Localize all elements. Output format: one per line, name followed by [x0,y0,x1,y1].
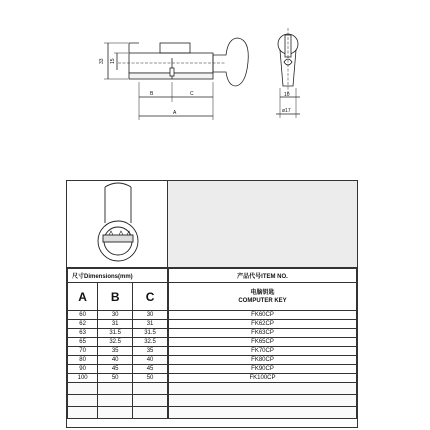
item-code: FK65CP [169,338,357,347]
height-dimension [104,43,128,79]
col-header-a: A [68,283,98,311]
table-row [169,347,357,356]
empty-row [169,407,357,419]
dim-label-c: C [190,91,194,97]
empty-row [68,395,168,407]
cell-c: 31 [133,320,168,329]
col-header-c: C [133,283,168,311]
item-code: FK90CP [169,365,357,374]
cell-a: 80 [68,356,98,365]
table-row [68,347,168,356]
cell-c: 30 [133,311,168,320]
cell-b: 40 [98,356,133,365]
empty-row [68,407,168,419]
cell-a: 60 [68,311,98,320]
height-label-15: 15 [110,58,116,64]
cell-b: 31.5 [98,329,133,338]
cell-b: 50 [98,374,133,383]
dim-label-depth: 10 [284,92,290,98]
item-number-table [168,268,357,419]
table-row [68,311,168,320]
computer-key-cell [169,283,357,311]
thumb-turn-knob [213,38,248,86]
empty-row [169,395,357,407]
computer-key-cn: 电脑钥匙 [250,289,275,296]
item-code: FK62CP [169,320,357,329]
cell-a: 90 [68,365,98,374]
cylinder-end-view [276,28,300,118]
cell-c: 45 [133,365,168,374]
dim-label-a: A [173,110,177,116]
dimensions-table [67,268,168,419]
table-row [68,356,168,365]
table-row [169,365,357,374]
item-code: FK100CP [169,374,357,383]
table-row [169,356,357,365]
table-row [68,320,168,329]
shaded-panel [168,181,357,268]
cell-a: 63 [68,329,98,338]
dim-label-diameter: ø17 [282,108,291,114]
dim-label-b: B [150,91,154,97]
dimensions-header: 尺寸Dimensions(mm) [68,269,168,283]
cell-b: 32.5 [98,338,133,347]
item-code: FK80CP [169,356,357,365]
table-row [68,338,168,347]
col-header-b: B [98,283,133,311]
cell-c: 40 [133,356,168,365]
computer-key-icon [67,181,167,267]
cell-b: 30 [98,311,133,320]
item-code: FK63CP [169,329,357,338]
cell-b: 45 [98,365,133,374]
item-code: FK60CP [169,311,357,320]
table-row [68,374,168,383]
cell-a: 70 [68,347,98,356]
table-row [68,365,168,374]
cell-c: 35 [133,347,168,356]
cell-c: 50 [133,374,168,383]
cylinder-side-view [118,43,225,79]
height-label-33: 33 [99,58,105,64]
cell-a: 100 [68,374,98,383]
table-row [169,338,357,347]
key-illustration [67,181,168,268]
technical-drawing [0,0,430,170]
table-row [169,329,357,338]
cell-c: 31.5 [133,329,168,338]
empty-row [68,383,168,395]
table-row [68,329,168,338]
cell-b: 35 [98,347,133,356]
cell-c: 32.5 [133,338,168,347]
empty-row [169,383,357,395]
table-row [169,320,357,329]
table-row [169,374,357,383]
cell-b: 31 [98,320,133,329]
item-number-header: 产品代号ITEM NO. [169,269,357,283]
table-row [169,311,357,320]
cell-a: 65 [68,338,98,347]
computer-key-en: COMPUTER KEY [238,297,287,304]
cell-a: 62 [68,320,98,329]
spec-sheet [66,180,358,428]
item-code: FK70CP [169,347,357,356]
